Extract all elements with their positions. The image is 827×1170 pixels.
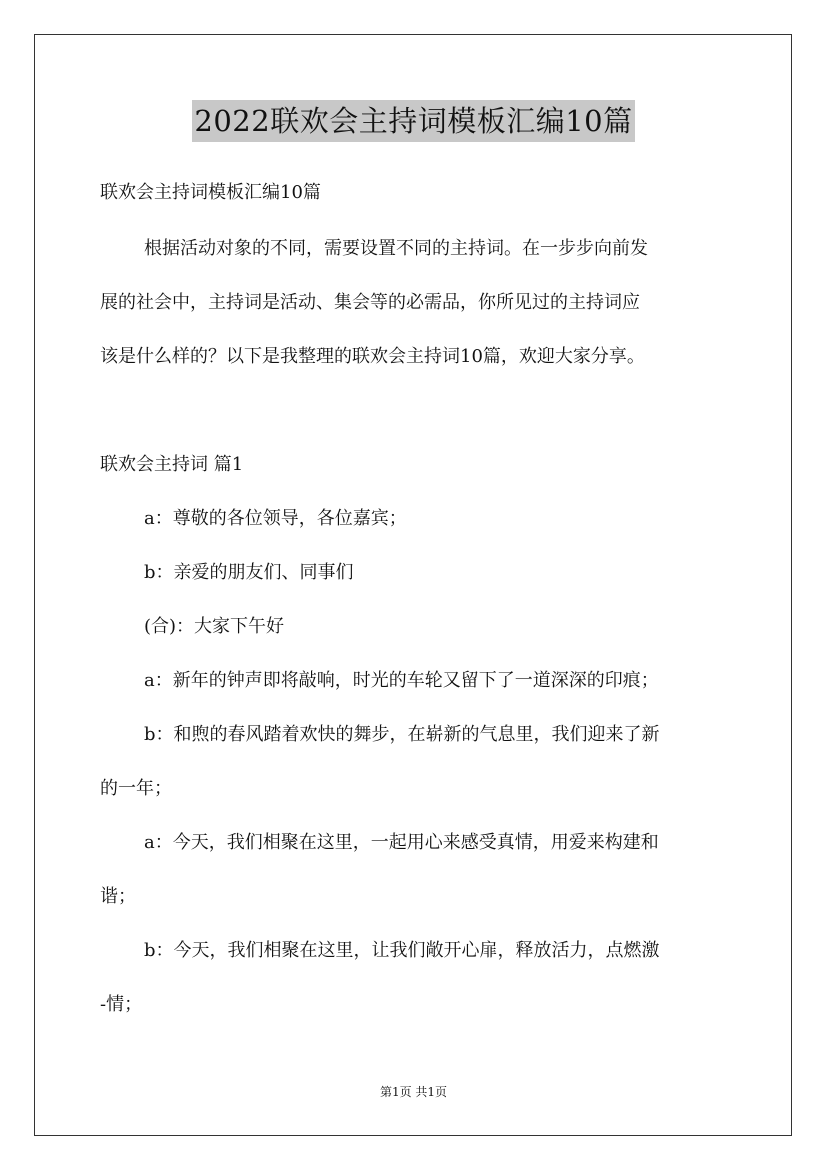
- page-footer: 第1页 共1页: [379, 1085, 448, 1099]
- dialogue-line: -情；: [100, 994, 143, 1015]
- intro-line: 根据活动对象的不同，需要设置不同的主持词。在一步步向前发: [144, 238, 648, 259]
- dialogue-line: a：新年的钟声即将敲响，时光的车轮又留下了一道深深的印痕；: [144, 670, 659, 691]
- dialogue-line: a：今天，我们相聚在这里，一起用心来感受真情，用爱来构建和: [144, 832, 659, 853]
- intro-line: 该是什么样的？以下是我整理的联欢会主持词10篇，欢迎大家分享。: [100, 346, 645, 367]
- dialogue-line: b：今天，我们相聚在这里，让我们敞开心扉，释放活力，点燃激: [144, 940, 660, 961]
- dialogue-line: 谐；: [100, 886, 136, 907]
- dialogue-line: b：和煦的春风踏着欢快的舞步，在崭新的气息里，我们迎来了新: [144, 724, 660, 745]
- dialogue-line: 的一年；: [100, 778, 172, 799]
- dialogue-line: (合)：大家下午好: [144, 616, 285, 637]
- document-title: 2022联欢会主持词模板汇编10篇: [192, 100, 634, 142]
- subtitle: 联欢会主持词模板汇编10篇: [100, 182, 321, 203]
- intro-line: 展的社会中，主持词是活动、集会等的必需品，你所见过的主持词应: [100, 292, 640, 313]
- dialogue-line: a：尊敬的各位领导，各位嘉宾；: [144, 508, 407, 529]
- dialogue-line: b：亲爱的朋友们、同事们: [144, 562, 354, 583]
- section-heading: 联欢会主持词 篇1: [100, 454, 244, 475]
